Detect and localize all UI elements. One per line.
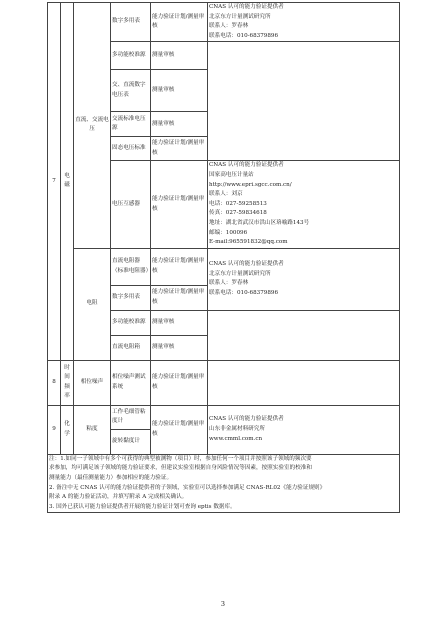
item-cell: 相位噪声测试系统 bbox=[111, 360, 151, 405]
method-cell: 测量审核 bbox=[151, 335, 208, 360]
capability-table bbox=[47, 2, 400, 513]
method-cell: 能力验证计划/测量审核 bbox=[151, 3, 208, 42]
subdomain-cell: 粘度 bbox=[74, 405, 111, 454]
method-cell: 能力验证计划/测量审核 bbox=[151, 248, 208, 285]
provider-line: 联系电话：010-68379896 bbox=[209, 32, 279, 39]
provider-line: CNAS 认可的能力验证提供者 bbox=[209, 162, 284, 169]
provider-line: 联系人：罗春林 bbox=[209, 23, 249, 30]
empty-provider-cell bbox=[208, 360, 400, 405]
method-cell: 能力验证计划/测量审核 bbox=[151, 137, 208, 161]
provider-line: 电话：027-59258513 bbox=[209, 200, 267, 207]
item-cell: 固态电压标准 bbox=[111, 137, 151, 161]
method-cell: 测量审核 bbox=[151, 42, 208, 70]
item-cell: 多功能校准源 bbox=[111, 42, 151, 70]
method-cell: 能力验证计划/测量审核 bbox=[151, 360, 208, 405]
item-cell: 电压互感器 bbox=[111, 161, 151, 248]
provider-line: 国家高电压计量站 bbox=[209, 171, 254, 178]
item-cell: 交流标准电压源 bbox=[111, 112, 151, 137]
method-cell: 测量审核 bbox=[151, 70, 208, 112]
item-cell: 工作毛细管粘度计 bbox=[111, 405, 151, 429]
provider-line: 北京东方计量测试研究所 bbox=[209, 270, 271, 277]
subdomain-cell: 电阻 bbox=[74, 248, 111, 360]
provider-cell bbox=[208, 248, 400, 310]
method-cell: 能力验证计划/测量审核 bbox=[151, 161, 208, 248]
provider-cell bbox=[208, 3, 400, 42]
subdomain-cell: 直流、交流电压 bbox=[74, 3, 111, 249]
subdomain-cell: 相位噪声 bbox=[74, 360, 111, 405]
note-line: 3. 国外已获认可能力验证提供者开展的能力验证计划可查询 eptis 数据库。 bbox=[49, 503, 236, 510]
method-cell: 能力验证计划/测量审核 bbox=[151, 405, 208, 454]
item-cell: 交、直流数字电压表 bbox=[111, 70, 151, 112]
provider-line: E-mail:965591832@qq.com bbox=[209, 239, 288, 246]
page-number: 3 bbox=[220, 600, 226, 608]
seq-cell: 7 bbox=[48, 3, 61, 361]
provider-line: 北京东方计量测试研究所 bbox=[209, 13, 271, 20]
note-line: 附录 A 的能力验证活动，并填写附录 A 完成相关确认。 bbox=[49, 494, 188, 501]
seq-cell: 9 bbox=[48, 405, 61, 454]
note-line: 求参加，均可满足该子领域的能力验证要求，但建议实验室根据自身风险情况等因素，按照实验室的校准和 bbox=[49, 465, 312, 472]
method-cell: 测量审核 bbox=[151, 310, 208, 335]
item-cell: 多功能校准源 bbox=[111, 310, 151, 335]
notes-cell bbox=[48, 454, 400, 513]
method-cell: 能力验证计划/测量审核 bbox=[151, 285, 208, 310]
domain-cell: 时间频率 bbox=[61, 360, 74, 405]
provider-cell bbox=[208, 161, 400, 248]
item-cell: 数字多用表 bbox=[111, 3, 151, 42]
note-line: 测量能力（最佳测量能力）参加相应的能力验证。 bbox=[49, 474, 173, 481]
empty-provider-cell bbox=[208, 42, 400, 161]
provider-line: 地址：湖北省武汉市洪山区珞喻路143号 bbox=[209, 219, 310, 226]
provider-cell bbox=[208, 405, 400, 454]
item-cell: 直流电阻箱 bbox=[111, 335, 151, 360]
domain-cell: 电磁 bbox=[61, 3, 74, 361]
note-line: 2. 备注中无 CNAS 认可的能力验证提供者的子领域，实验室可以选择参加满足 CNAS-RL02《能力验证规则》 bbox=[49, 484, 326, 491]
seq-cell: 8 bbox=[48, 360, 61, 405]
note-line: 注：1.如同一子领域中有多个可获得的典型被测物（项目）时，参加任何一个项目并按照该子领域的频次要 bbox=[49, 455, 312, 462]
provider-line: 传真：027-59834618 bbox=[209, 210, 267, 217]
item-cell: 旋转黏度计 bbox=[111, 429, 151, 454]
provider-line: CNAS 认可的能力验证提供者 bbox=[209, 261, 284, 268]
method-cell: 测量审核 bbox=[151, 112, 208, 137]
provider-line: 山东非金属材料研究所 bbox=[209, 425, 265, 432]
provider-line: 联系人：罗春林 bbox=[209, 280, 249, 287]
provider-line: 邮编：100096 bbox=[209, 229, 248, 236]
empty-provider-cell bbox=[208, 310, 400, 360]
item-cell: 直流电阻器（标准电阻器） bbox=[111, 248, 151, 285]
provider-line: 联系人：刘京 bbox=[209, 191, 243, 198]
provider-line: www.cmml.com.cn bbox=[209, 435, 263, 442]
provider-line: CNAS 认可的能力验证提供者 bbox=[209, 416, 284, 423]
provider-line: CNAS 认可的能力验证提供者 bbox=[209, 4, 284, 10]
domain-cell: 化学 bbox=[61, 405, 74, 454]
provider-line: 联系电话：010-68379896 bbox=[209, 289, 279, 296]
item-cell: 数字多用表 bbox=[111, 285, 151, 310]
provider-line: http://www.epri.sgcc.com.cn/ bbox=[209, 181, 292, 188]
